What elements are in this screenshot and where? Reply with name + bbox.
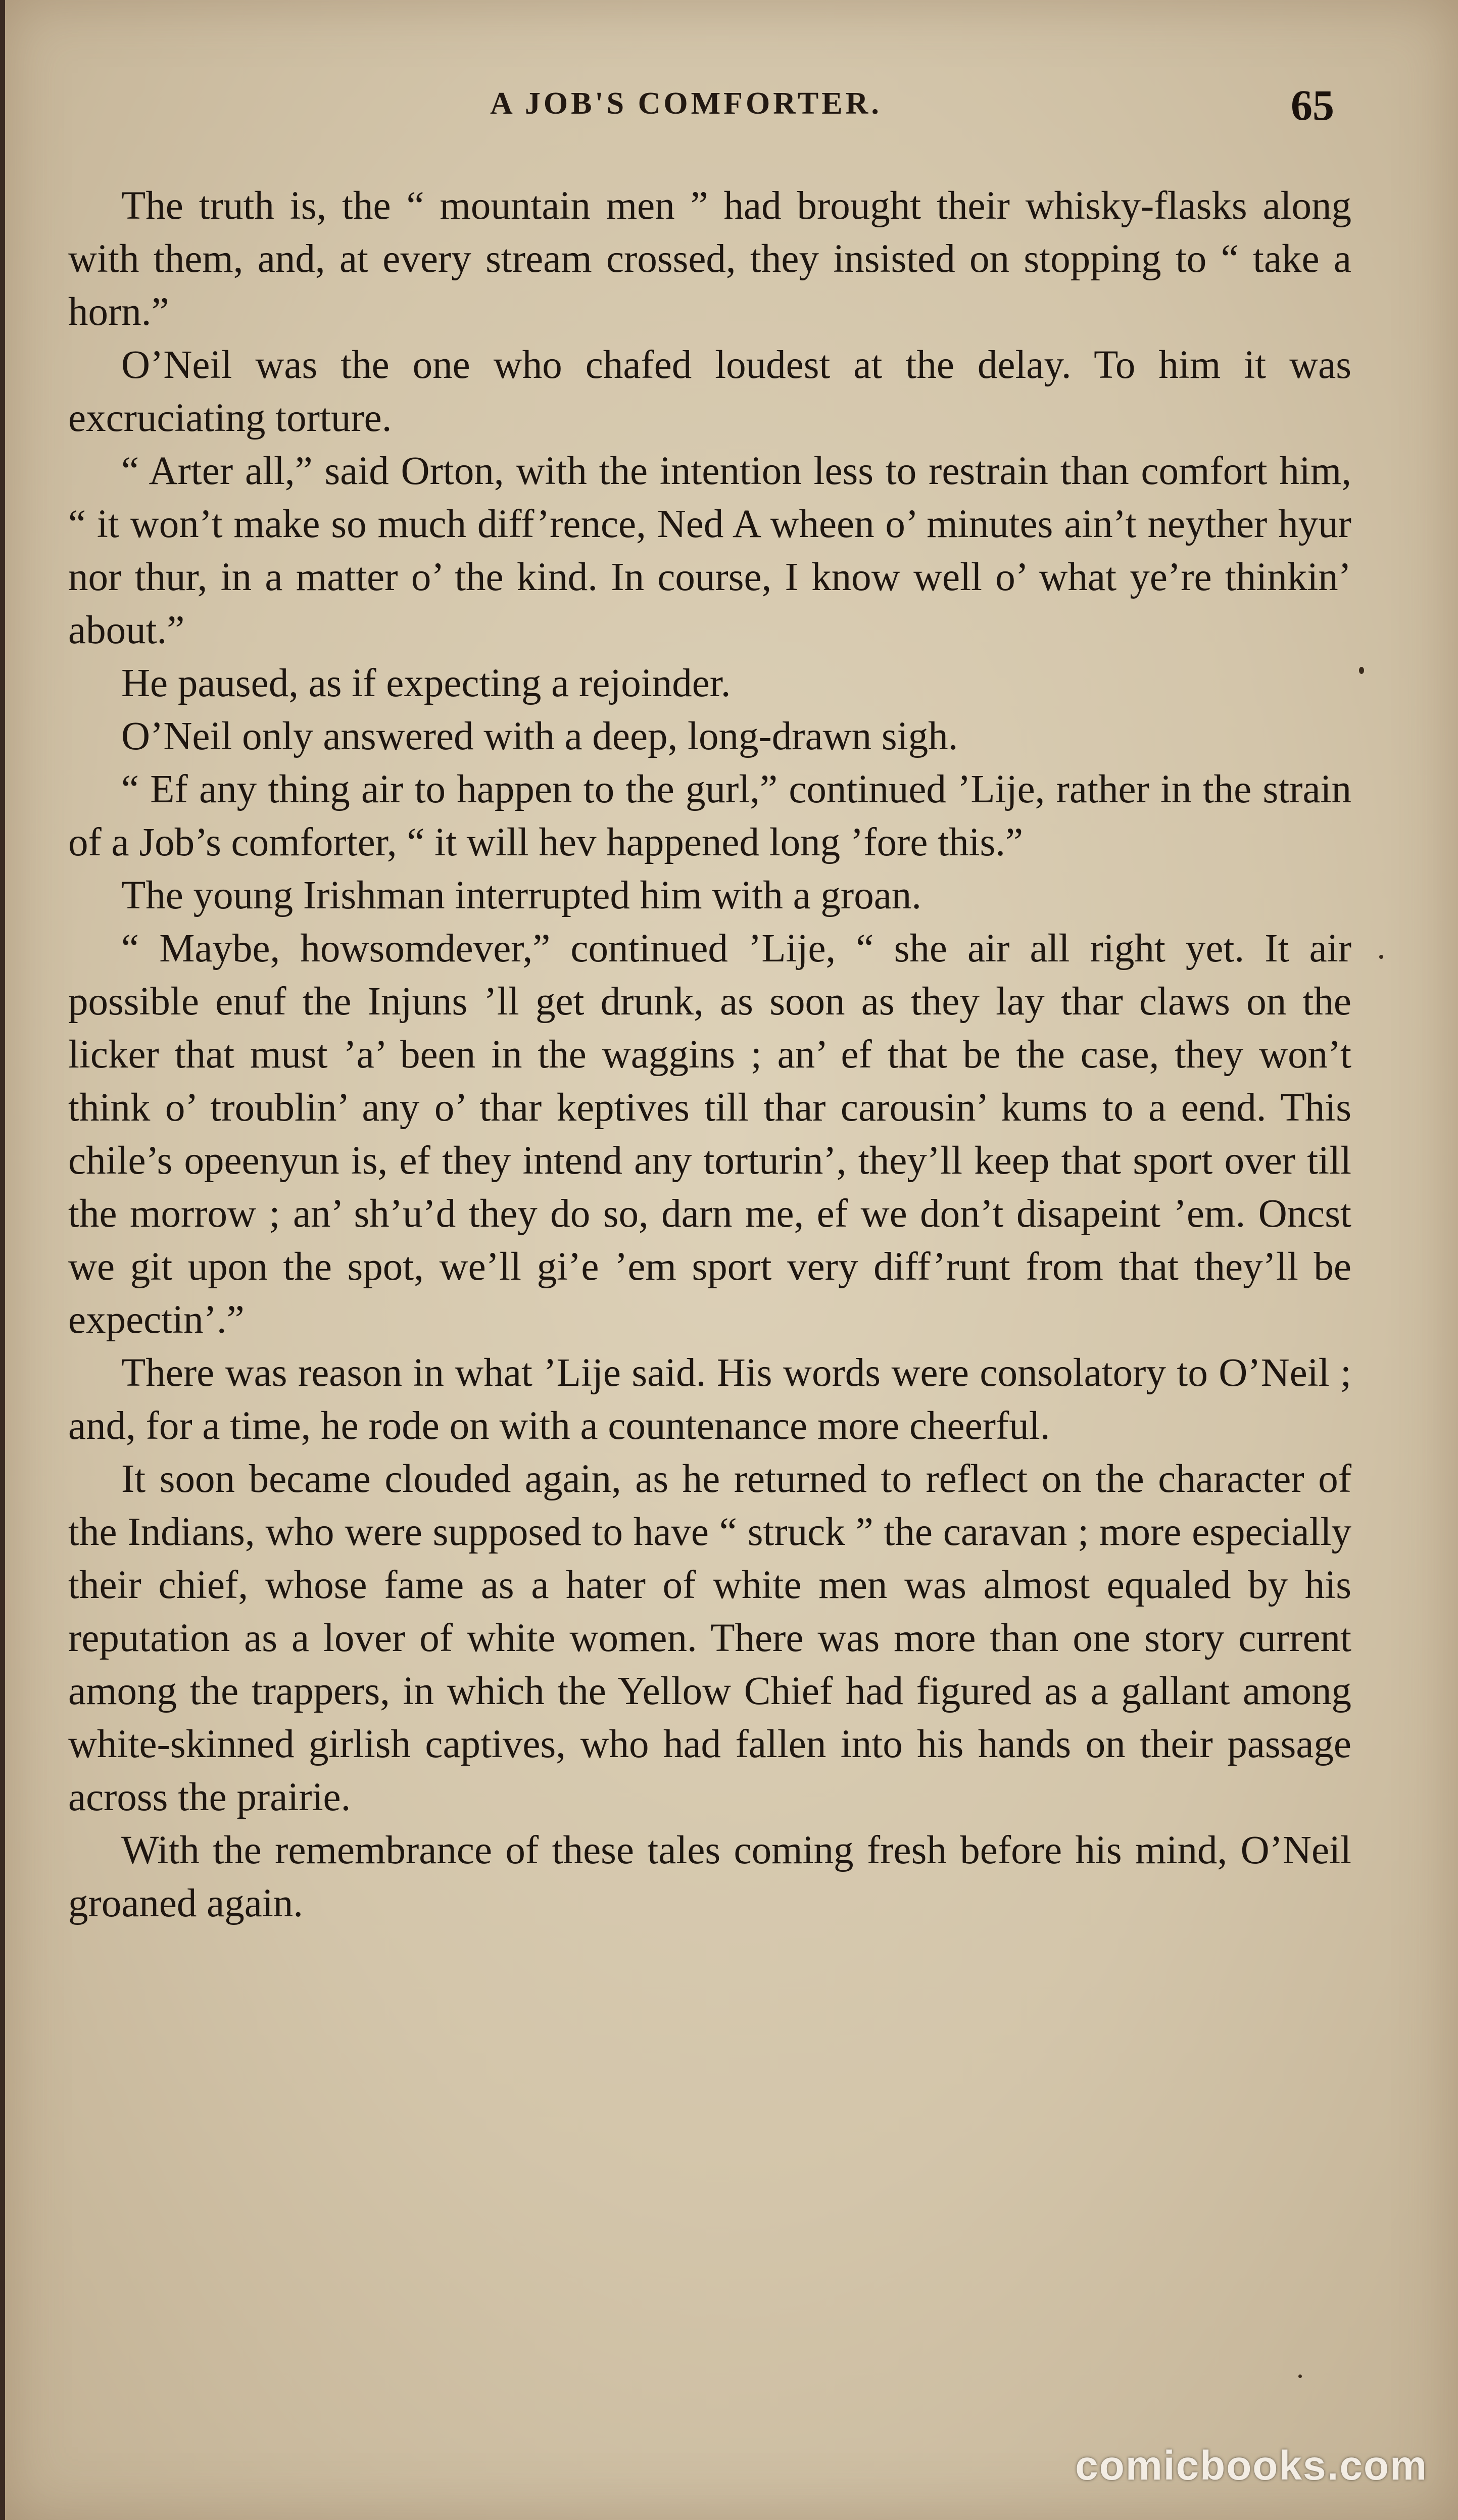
paragraph: The young Irishman interrupted him with a groan. bbox=[121, 874, 922, 917]
ink-speck bbox=[1359, 667, 1364, 674]
running-head bbox=[5, 81, 1458, 129]
paragraph: “ Arter all,” said Orton, with the intention less to restrain than comfort him, “ it won’t make so much diff’rence, Ned A wheen o’ minutes ain’t neyther hyur nor thur, in a matter o’ the kind. In course, I know well o’ what ye’re thinkin’ about.” bbox=[68, 449, 1351, 652]
body-text bbox=[68, 179, 1351, 1930]
paragraph: There was reason in what ’Lije said. His words were consolatory to O’Neil ; and, for a time, he rode on with a countenance more cheerful. bbox=[68, 1351, 1351, 1448]
ink-speck bbox=[1298, 2374, 1302, 2378]
paragraph: It soon became clouded again, as he returned to reflect on the character of the Indians, who were supposed to have “ struck ” the caravan ; more especially their chief, whose fame as a hater of white men was almost equaled by his reputation as a lover of white women. There was more than one story current among the trappers, in which the Yellow Chief had figured as a gallant among white-skinned girlish captives, who had fallen into his hands on their passage across the prairie. bbox=[68, 1457, 1351, 1819]
watermark: comicbooks.com bbox=[1075, 2443, 1428, 2489]
ink-speck bbox=[1379, 955, 1383, 959]
paragraph: O’Neil was the one who chafed loudest at the delay. To him it was excruciating torture. bbox=[68, 343, 1351, 440]
book-page bbox=[5, 0, 1458, 2520]
paragraph: “ Ef any thing air to happen to the gurl,” continued ’Lije, rather in the strain of a Job’s comforter, “ it will hev happened long ’fore this.” bbox=[68, 767, 1351, 864]
page-number: 65 bbox=[1291, 81, 1334, 129]
paragraph: The truth is, the “ mountain men ” had brought their whisky-flasks along with them, and, at every stream crossed, they insisted on stopping to “ take a horn.” bbox=[68, 184, 1351, 334]
paragraph: O’Neil only answered with a deep, long-drawn sigh. bbox=[121, 714, 958, 758]
chapter-title: A JOB'S COMFORTER. bbox=[490, 86, 882, 121]
paragraph: With the remembrance of these tales coming fresh before his mind, O’Neil groaned again. bbox=[68, 1828, 1351, 1925]
paragraph: “ Maybe, howsomdever,” continued ’Lije, “ she air all right yet. It air possible enuf the Injuns ’ll get drunk, as soon as they lay thar claws on the licker that must ’a’ been in the waggins ; an’ ef that be the case, they won’t think o’ troublin’ any o’ thar keptives till thar carousin’ kums to a eend. This chile’s opeenyun is, ef they intend any torturin’, they’ll keep that sport over till the morrow ; an’ sh’u’d they do so, darn me, ef we don’t disapeint ’em. Oncst we git upon the spot, we’ll gi’e ’em sport very diff’runt from that they’ll be expectin’.” bbox=[68, 927, 1351, 1342]
paragraph: He paused, as if expecting a rejoinder. bbox=[121, 661, 731, 705]
